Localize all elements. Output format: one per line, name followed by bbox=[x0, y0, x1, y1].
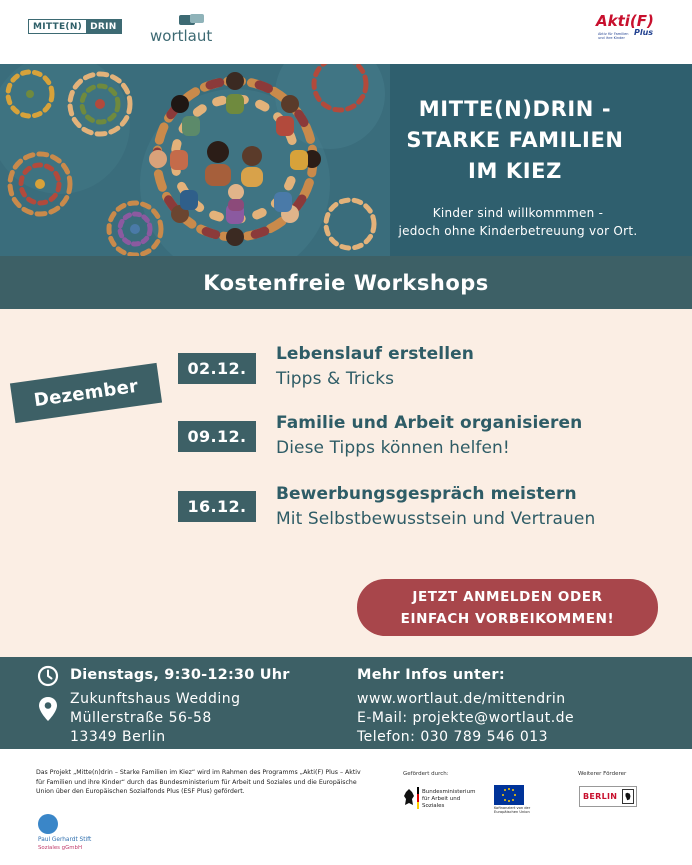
register-cta-line-1: JETZT ANMELDEN ODER bbox=[412, 588, 603, 605]
month-badge bbox=[10, 363, 162, 423]
hero-note-line-2: jedoch ohne Kinderbetreuung vor Ort. bbox=[398, 224, 638, 238]
wortlaut-logo-text: wortlaut bbox=[150, 27, 213, 45]
workshop-title-2: Familie und Arbeit organisieren bbox=[276, 413, 583, 433]
workshop-date-2 bbox=[178, 421, 256, 452]
month-label: Dezember bbox=[32, 375, 140, 411]
workshop-subtitle-3: Mit Selbstbewusstsein und Vertrauen bbox=[276, 509, 596, 529]
email-link[interactable]: E-Mail: projekte@wortlaut.de bbox=[357, 710, 575, 726]
german-flag-bar bbox=[417, 787, 419, 809]
mittendrin-logo-right: DRIN bbox=[86, 20, 120, 33]
workshop-subtitle-2: Diese Tipps können helfen! bbox=[276, 438, 510, 458]
workshop-title-3: Bewerbungsgespräch meistern bbox=[276, 484, 577, 504]
people-circle-illustration bbox=[0, 64, 390, 256]
workshop-schedule bbox=[0, 309, 692, 657]
hero-title-line-1: MITTE(N)DRIN - bbox=[418, 97, 612, 121]
info-footer bbox=[0, 657, 692, 749]
workshops-heading: Kostenfreie Workshops bbox=[203, 270, 489, 295]
eu-logo-text: Kofinanziert von der Europäischen Union bbox=[494, 806, 531, 815]
pgs-logo-line-2: Soziales gGmbH bbox=[38, 845, 83, 851]
workshop-date-3 bbox=[178, 491, 256, 522]
workshops-heading-band bbox=[0, 256, 692, 309]
aktif-plus-logo bbox=[590, 12, 660, 46]
berlin-logo bbox=[579, 786, 637, 807]
aktif-logo-plus: Plus bbox=[634, 28, 654, 37]
mittendrin-logo-left: MITTE(N) bbox=[33, 21, 83, 32]
opening-hours: Dienstags, 9:30-12:30 Uhr bbox=[70, 667, 290, 683]
further-sponsor-label: Weiterer Förderer bbox=[578, 771, 627, 777]
funding-statement: Das Projekt „Mitte(n)drin – Starke Familien im Kiez“ wird im Rahmen des Programms „Akti(F) Plus – Aktiv für Familien und ihre Kinder“ durch das Bundesministerium für Arbeit und Soziales und die Europäische Union über den Europäischen Sozialfonds Plus (ESF Plus) gefördert. bbox=[36, 769, 361, 796]
workshop-date-1 bbox=[178, 353, 256, 384]
mittendrin-logo bbox=[28, 19, 122, 34]
funded-by-label: Gefördert durch: bbox=[403, 771, 449, 777]
pgs-logo-line-1: Paul Gerhardt Stift bbox=[38, 837, 92, 843]
workshop-date-2-text: 09.12. bbox=[187, 427, 247, 446]
aktif-logo-name: Akti(F) bbox=[596, 12, 654, 30]
eu-logo bbox=[494, 785, 530, 817]
venue-street: Müllerstraße 56-58 bbox=[70, 710, 212, 726]
bmas-logo-text bbox=[422, 789, 482, 810]
bmas-logo bbox=[403, 785, 479, 813]
phone-number: Telefon: 030 789 546 013 bbox=[357, 729, 549, 745]
hero-note bbox=[380, 204, 656, 240]
logo-bar bbox=[0, 0, 692, 64]
website-link[interactable]: www.wortlaut.de/mittendrin bbox=[357, 691, 566, 707]
venue-city: 13349 Berlin bbox=[70, 729, 166, 745]
pgs-emblem-icon bbox=[38, 814, 58, 834]
funding-credits bbox=[0, 749, 692, 865]
register-cta-line-2: EINFACH VORBEIKOMMEN! bbox=[400, 610, 615, 627]
aktif-logo-subtitle: Aktiv für Familien und ihre Kinder bbox=[598, 32, 629, 40]
venue-name: Zukunftshaus Wedding bbox=[70, 691, 241, 707]
bmas-line-1: Bundesministerium bbox=[422, 789, 476, 795]
hero-title-line-2: STARKE FAMILIEN bbox=[406, 128, 624, 152]
federal-eagle-icon bbox=[403, 787, 415, 809]
hero-note-line-1: Kinder sind willkommmen - bbox=[432, 206, 604, 220]
speech-bubble-icon-secondary bbox=[190, 14, 204, 23]
workshop-date-3-text: 16.12. bbox=[187, 497, 247, 516]
hero-title-line-3: IM KIEZ bbox=[468, 159, 562, 183]
paul-gerhardt-stift-logo bbox=[38, 814, 118, 858]
eu-flag-icon bbox=[494, 785, 524, 805]
berlin-logo-text: BERLIN bbox=[583, 792, 618, 801]
workshop-title-1: Lebenslauf erstellen bbox=[276, 344, 474, 364]
hero-banner bbox=[0, 64, 692, 256]
register-cta[interactable] bbox=[357, 579, 658, 636]
location-pin-icon bbox=[37, 696, 59, 722]
more-info-heading: Mehr Infos unter: bbox=[357, 667, 505, 683]
wortlaut-logo bbox=[150, 14, 220, 44]
workshop-subtitle-1: Tipps & Tricks bbox=[276, 369, 395, 389]
clock-icon bbox=[37, 665, 59, 687]
berlin-bear-icon bbox=[622, 789, 634, 804]
bmas-line-2: für Arbeit und Soziales bbox=[422, 796, 461, 809]
hero-title bbox=[380, 94, 650, 187]
workshop-date-1-text: 02.12. bbox=[187, 359, 247, 378]
